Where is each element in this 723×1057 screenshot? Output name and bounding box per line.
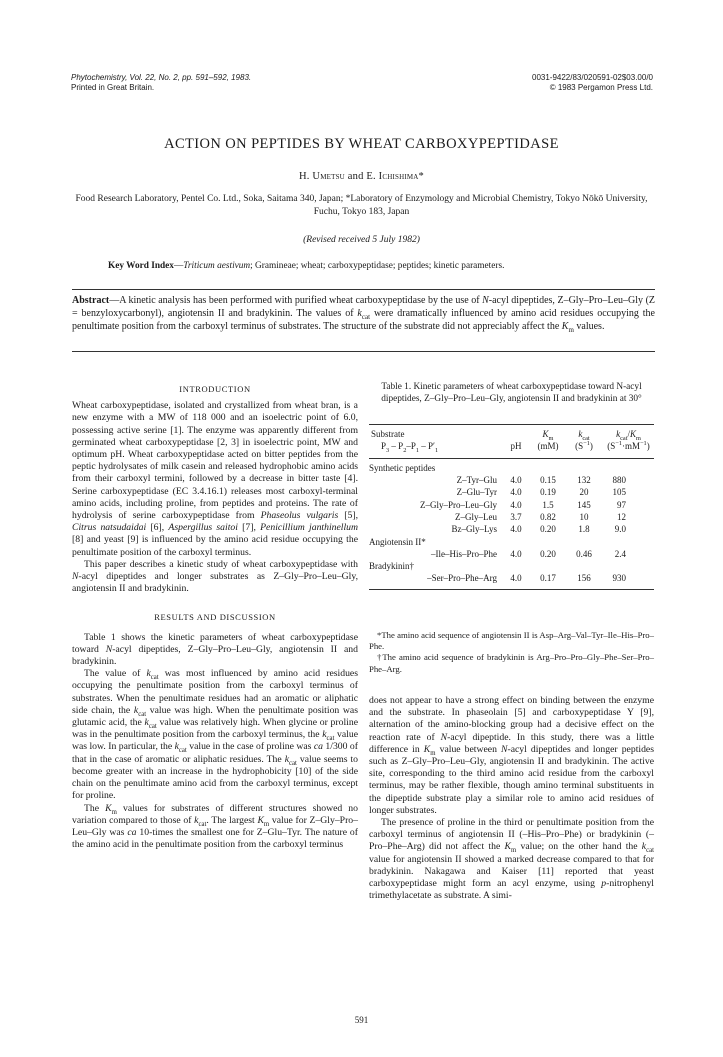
author1-surname: Umetsu bbox=[312, 171, 345, 182]
article-title: ACTION ON PEPTIDES BY WHEAT CARBOXYPEPTIDASE bbox=[164, 136, 559, 152]
keywords-label: Key Word Index bbox=[108, 261, 174, 271]
cell-km: 1.5 bbox=[542, 499, 554, 510]
abstract-bottom-rule bbox=[72, 351, 655, 352]
cell-km: 0.15 bbox=[540, 475, 556, 486]
cell-ratio: 105 bbox=[612, 487, 626, 498]
cell-kcat: 10 bbox=[579, 511, 589, 522]
copyright-line: © 1983 Pergamon Press Ltd. bbox=[549, 83, 653, 92]
table-header-row-2 bbox=[369, 440, 654, 452]
group-bradykinin: Bradykinin† bbox=[369, 561, 414, 572]
cell-substrate: Z–Gly–Leu bbox=[455, 511, 497, 522]
table-footnote-1: *The amino acid sequence of angiotensin II is Asp–Arg–Val–Tyr–Ile–His–Pro–Phe. bbox=[369, 630, 654, 652]
results-paragraph-1: Table 1 shows the kinetic parameters of wheat carboxypeptidase toward N-acyl dipeptides, Z–Gly–Pro–Leu–Gly, angiotensin II and bradykinin. bbox=[72, 631, 358, 668]
col-kcat-unit: $(S^{-1})$ bbox=[575, 440, 593, 452]
angiotensin-rows bbox=[369, 548, 654, 560]
group-angiotensin: Angiotensin II* bbox=[369, 536, 426, 547]
intro-paragraph-1: Wheat carboxypeptidase, isolated and crystallized from wheat bran, is a new enzyme with a MW of 118 000 and an isoelectric point of 6.0, possessing active serine [1]. The enzyme was apparently different from germinated wheat carboxypeptidase [2, 3] in isoelectric point, MW and optimum pH. Wheat carboxypeptidase acted on bitter peptides from the peptic hydrolysates of milk casein and released hydrophobic amino acids from their carboxyl termini, followed by a decrease in bitter taste [4]. Serine carboxypeptidase (EC 3.4.16.1) releases most carboxyl-terminal amino acids, including proline, from peptides and proteins. The rate of hydrolysis of serine carboxypeptidase from Phaseolus vulgaris [5], Citrus natsudaidai [6], Aspergillus saitoi [7], Penicillium janthinellum [8] and yeast [9] is influenced by the amino acid residue occupying the penultimate position of the carboxyl terminus. bbox=[72, 400, 359, 558]
issn-code: 0031-9422/83/020591-02$03.00/0 bbox=[532, 73, 653, 82]
cell-ratio: 880 bbox=[612, 475, 626, 486]
journal-citation: Phytochemistry, Vol. 22, No. 2, pp. 591–592, 1983. bbox=[71, 73, 252, 82]
page-number: 591 bbox=[354, 1015, 369, 1025]
col-ratio-unit: $(S^{-1}\cdot mM^{-1})$ bbox=[607, 440, 650, 452]
cell-kcat: 145 bbox=[577, 499, 591, 510]
abstract-label: Abstract bbox=[72, 295, 110, 306]
revised-date: (Revised received 5 July 1982) bbox=[303, 235, 420, 245]
abstract-top-rule bbox=[72, 289, 655, 290]
cell-km: 0.20 bbox=[540, 548, 556, 559]
table-header-row bbox=[369, 428, 654, 440]
results-heading: RESULTS AND DISCUSSION bbox=[154, 612, 276, 623]
col-kcat: $k_{cat}$ bbox=[578, 429, 590, 442]
col-ratio: $k_{cat}/K_m$ bbox=[616, 429, 641, 442]
results-paragraph-2: The value of $k_{cat}$ was most influenced by amino acid residues occupying the penultimate position from the carboxyl terminus of substrates. When the penultimate residues had an aromatic or aliphatic side chain, the $k_{cat}$ value was high. When the penultimate position was glutamic acid, the $k_{cat}$ value was relatively high. When glycine or proline was in the penultimate position from the carboxyl terminus, the $k_{cat}$ value was low. In particular, the $k_{cat}$ value in the case of proline was ca 1/300 of that in the case of aromatic or aliphatic residues. The $k_{cat}$ value seems to become greater with an increase in the hydrophobicity [10] of the side chain on the penultimate amino acid from the carboxyl terminus, except for proline. bbox=[72, 668, 359, 802]
table-1 bbox=[369, 428, 654, 590]
cell-ph: 4.0 bbox=[510, 475, 522, 486]
table-row bbox=[369, 523, 654, 535]
group-row bbox=[369, 462, 654, 474]
cell-ratio: 12 bbox=[617, 511, 626, 522]
intro-paragraph-2: This paper describes a kinetic study of wheat carboxypeptidase with N-acyl dipeptides and longer substrates as Z–Gly–Pro–Leu–Gly, angiotensin II and bradykinin. bbox=[72, 558, 358, 595]
author1-initial: H. bbox=[298, 171, 313, 182]
col-positions: $P_3 - P_2-P_1 - P'_1$ bbox=[381, 441, 439, 455]
keywords bbox=[108, 261, 648, 271]
cell-kcat: 156 bbox=[577, 573, 591, 584]
cell-km: 0.82 bbox=[540, 511, 556, 522]
cell-km: 0.20 bbox=[540, 524, 556, 535]
cell-ratio: 97 bbox=[617, 499, 626, 510]
cell-substrate: Bz–Gly–Lys bbox=[451, 524, 497, 535]
right-column bbox=[369, 695, 654, 902]
bradykinin-rows bbox=[369, 572, 654, 584]
results-paragraph-4: does not appear to have a strong effect on binding between the enzyme and the substrate. In phaseolain [5] and carboxypeptidase Y [9], alternation of the amino-blocking group had a decisive effect on the reaction rate of N-acyl dipeptide. In this study, there was a little difference in $K_m$ value between N-acyl dipeptides and longer peptides such as Z–Gly–Pro–Leu–Gly, angiotensin II and bradykinin. The active site, corresponding to the third amino acid residue from the carboxyl terminus, may be rather flexible, though amino terminal substituents in the dipeptide substrate play a similar role to amino acid residues of longer substrates. bbox=[369, 695, 654, 816]
cell-km: 0.19 bbox=[540, 487, 556, 498]
cell-km: 0.17 bbox=[540, 573, 556, 584]
table-footnotes bbox=[369, 630, 654, 675]
col-substrate: Substrate bbox=[371, 429, 405, 440]
author2-surname: Ichishima bbox=[378, 171, 419, 182]
cell-ratio: 930 bbox=[612, 573, 626, 584]
keywords-dash: — bbox=[173, 261, 184, 271]
cell-kcat: 0.46 bbox=[576, 548, 592, 559]
cell-substrate: –Ile–His–Pro–Phe bbox=[431, 548, 497, 559]
table-row bbox=[369, 498, 654, 510]
col-km-unit: (mM) bbox=[537, 441, 559, 452]
left-column bbox=[72, 383, 358, 851]
results-paragraph-3: The $K_m$ values for substrates of different structures showed no variation compared to those of $k_{cat}$. The largest $K_m$ value for Z–Gly–Pro–Leu–Gly was ca 10-times the smallest one for Z–Glu–Tyr. The nature of the amino acid in the penultimate position from the carboxyl terminus bbox=[72, 802, 358, 851]
cell-ratio: 2.4 bbox=[614, 548, 626, 559]
cell-ph: 4.0 bbox=[510, 499, 522, 510]
cell-substrate: Z–Glu–Tyr bbox=[456, 487, 497, 498]
cell-ph: 4.0 bbox=[510, 524, 522, 535]
table-row bbox=[369, 548, 654, 560]
author-star: * bbox=[418, 171, 424, 182]
keywords-list: ; Gramineae; wheat; carboxypeptidase; peptides; kinetic parameters. bbox=[250, 261, 505, 271]
group-row bbox=[369, 560, 654, 572]
author-conjunction: and E. bbox=[344, 171, 379, 182]
table-row bbox=[369, 511, 654, 523]
cell-ph: 4.0 bbox=[510, 548, 522, 559]
table-row bbox=[369, 572, 654, 584]
results-paragraph-5: The presence of proline in the third or penultimate position from the carboxyl terminus of angiotensin II (–His–Pro–Phe) or bradykinin (–Pro–Phe–Arg) did not affect the $K_m$ value; on the other hand the $k_{cat}$ value for angiotensin II showed a marked decrease compared to that for bradykinin. Nakagawa and Kaiser [11] reported that yeast carboxypeptidase might form an acyl enzyme, using p-nitrophenyl trimethylacetate as substrate. A simi- bbox=[369, 817, 654, 902]
group-synthetic: Synthetic peptides bbox=[369, 462, 436, 473]
cell-substrate: –Ser–Pro–Phe–Arg bbox=[427, 573, 497, 584]
cell-ph: 3.7 bbox=[510, 511, 522, 522]
cell-kcat: 1.8 bbox=[578, 524, 590, 535]
journal-info bbox=[71, 73, 371, 93]
table-caption: Table 1. Kinetic parameters of wheat carboxypeptidase toward N-acyl dipeptides, Z–Gly–Pro–Leu–Gly, angiotensin II and bradykinin at 30° bbox=[381, 382, 642, 404]
table-row bbox=[369, 486, 654, 498]
synthetic-rows bbox=[369, 474, 654, 535]
table-row bbox=[369, 474, 654, 486]
cell-substrate: Z–Tyr–Glu bbox=[456, 475, 497, 486]
keywords-species: Triticum aestivum bbox=[183, 261, 251, 271]
abstract bbox=[72, 295, 655, 333]
group-row bbox=[369, 535, 654, 547]
authors bbox=[50, 171, 673, 182]
cell-ph: 4.0 bbox=[510, 573, 522, 584]
copyright-info bbox=[393, 73, 653, 93]
col-km: $K_m$ bbox=[542, 429, 554, 442]
cell-substrate: Z–Gly–Pro–Leu–Gly bbox=[420, 499, 497, 510]
cell-kcat: 132 bbox=[577, 475, 591, 486]
col-ph: pH bbox=[510, 441, 522, 452]
journal-printed: Printed in Great Britain. bbox=[71, 83, 155, 92]
table-top-rule bbox=[369, 424, 654, 425]
cell-kcat: 20 bbox=[579, 487, 589, 498]
affiliation: Food Research Laboratory, Pentel Co. Ltd., Soka, Saitama 340, Japan; *Laboratory of Enzymology and Microbial Chemistry, Tokyo Nōkō University, Fuchu, Tokyo 183, Japan bbox=[75, 194, 648, 217]
cell-ratio: 9.0 bbox=[614, 524, 626, 535]
intro-heading: INTRODUCTION bbox=[179, 384, 251, 394]
cell-ph: 4.0 bbox=[510, 487, 522, 498]
table-footnote-2: †The amino acid sequence of bradykinin is Arg–Pro–Pro–Gly–Phe–Ser–Pro–Phe–Arg. bbox=[369, 652, 654, 674]
abstract-text: —A kinetic analysis has been performed with purified wheat carboxypeptidase by the use of N-acyl dipeptides, Z–Gly–Pro–Leu–Gly (Z = benzyloxycarbonyl), angiotensin II and bradykinin. The values of $k_{cat}$ were dramatically influenced by amino acid residues occupying the penultimate position from the carboxyl terminus of substrates. The structure of the substrate did not appreciably affect the $K_m$ values. bbox=[72, 295, 656, 334]
